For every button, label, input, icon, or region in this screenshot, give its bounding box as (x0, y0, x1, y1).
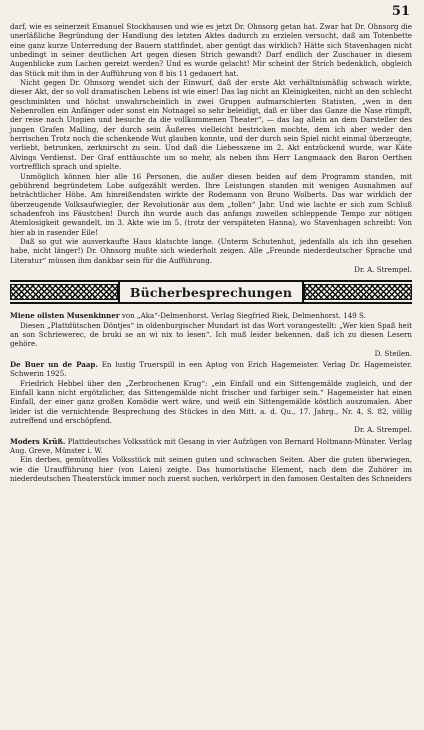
section-title: Bücherbesprechungen (118, 282, 304, 302)
article-paragraph: darf, wie es seinerzeit Emanuel Stockhausen und wie es jetzt Dr. Ohnsorg getan hat. Zwar hat Dr. Ohnsorg die unerläßliche Begründung der Handlung des letzten Aktes dadurch zu erzielen versucht, daß am Totenbette eine ganz kurze Unterredung der Bauern stattfindet, aber genügt das wirklich? Hätte sich Stavenhagen nicht unbedingt in seiner deutlichen Art gegen diesen Strich gewandt? Darf endlich der Zuschauer in diesem Augenblicke zum Lachen gereizt werden? Und es wurde gelacht! Mir scheint der Strich bedenklich, obgleich das Stück mit ihm in der Aufführung von 8 bis 11 gedauert hat. (10, 22, 412, 78)
review-entry (10, 311, 412, 358)
review-meta: En lustig Truerspill in een Aptog von Erich Hagemeister. Verlag Dr. Hagemeister. Schwerin 1925. (10, 360, 412, 379)
article-paragraph: Daß so gut wie ausverkaufte Haus klatschte lange. (Unterm Schutenhut, jedenfalls als ich ihn gesehen habe, nicht länger!) Dr. Ohnsorg mußte sich wiederholt zeigen. Alle „Freunde niederdeutscher Sprache und Literatur“ müssen ihm dankbar sein für die Aufführung. (10, 236, 412, 265)
review-heading: De Buer un de Paap. (10, 360, 98, 369)
ornament-right (304, 284, 412, 300)
article-body (10, 22, 412, 274)
review-signature: D. Steilen. (374, 348, 412, 358)
review-body: Friedrich Hebbel über den „Zerbrochenen Krug“: „ein Einfall und ein Sittengemälde zugleich, und der Einfall kann nicht ergötzlicher, das Sittengemälde nicht frischer und farbiger sein.“ Hagemeister hat einen Einfall, der einer ganz großen Komödie wert wäre, und weiß ein Sittengemälde köstlich auszumalen. Aber leider ist die vernichtende Besprechung des Stückes in den Mitt. a. d. Qu., 17. Jahrg., Nr. 4, S. 82, völlig zutreffend und erschöpfend. (10, 378, 412, 426)
review-meta: von „Aka“-Delmenhorst. Verlag Siegfried Riek, Delmenhorst. 149 S. (121, 311, 366, 321)
review-heading: Miene ollsten Musenkinner (10, 311, 120, 321)
review-entry (10, 360, 412, 435)
section-header-band (10, 280, 412, 304)
text-column (10, 22, 412, 485)
article-paragraph: Unmöglich können hier alle 16 Personen, die außer diesen beiden auf dem Programm standen, mit gebührend begründetem Lobe aufgezählt werden. Ihre Leistungen standen mit wenigen Ausnahmen auf beträchtlicher Höhe. Am hinreißendsten wirkte der Rodemann von Bruno Wolberts. Das war wirklich der überzeugende Volksaufwiegler, der Revolutionär aus dem „tollen“ Jahr. Und wie lachte er sich zum Schluß schadenfroh ins Fäustchen! Durch ihn wurde auch das anfangs zuweilen schleppende Tempo zur nötigen Atemlosigkeit gewandelt, im 3. Akte wie im 5. (trotz der verspäteten Hanna), wo Stavenhagen schreibt: Von hier ab in rasender Eile! (10, 171, 412, 237)
ornament-left (10, 284, 118, 300)
page-number: 51 (391, 4, 410, 19)
review-meta: Plattdeutsches Volksstück mit Gesang in vier Aufzügen von Bernard Holtmann-Münster. Verlag Aug. Greve, Münster i. W. (10, 436, 412, 456)
review-entry (10, 437, 412, 484)
review-body: Diesen „Plattdütschen Döntjes“ in oldenburgischer Mundart ist das Wort vorangestellt: „Wer kien Spaß heit an son Schriewerec, de bruki se an wi nix to lesen“. Ich muß leider bekennen, daß ich zu diesen Lesern gehöre. (10, 320, 412, 349)
review-signature: Dr. A. Strempel. (354, 425, 412, 435)
article-paragraph: Nicht gegen Dr. Ohnsorg wendet sich der Einwurf, daß der erste Akt verhältnismäßig schwach wirkte, dieser Akt, der so voll dramatischen Lebens ist wie einer! Das lag nicht an Kleinigkeiten, nicht an den schlecht geschminkten und höchst unwahrscheinlich in zwei Gruppen aufmarschierten Statisten, „wen in den Nebenrollen ein Anfänger oder sonst ein Notnagel so sehr beleidigt, daß er über das Ganze die Nase rümpft, der reise nach Utopien und besuche da die vollkommenen Theater“, — das lag allein an dem Darsteller des jungen Grafen Malling, der durch sein Äußeres vielleicht bestricken mochte, dem ich aber weder den herrischen Trotz noch die schenkende Wut glauben konnte, und der durch sein Spiel nicht einmal überzeugte, verliebt, betrunken, zerknirscht zu sein. Und daß die Liebesszene im 2. Akt entzückend wurde, war Käte Alvings Verdienst. Der Graf enttäuschte um so mehr, als neben ihm Herr Langmaack den Baron Oerthen vortrefflich sprach und spielte. (10, 78, 412, 172)
review-heading: Moders Krüß. (10, 436, 66, 446)
review-body: Ein derbes, gemütvolles Volksstück mit seinen guten und schwachen Seiten. Aber die guten überwiegen, wie die Uraufführung hier (von Laien) zeigte. Das humoristische Element, nach dem die Zuhörer im niederdeutschen Theaterstück immer noch zuerst suchen, verkörpert in den famosen Gestalten des Schneiders (10, 455, 412, 484)
article-signature: Dr. A. Strempel. (354, 264, 412, 274)
